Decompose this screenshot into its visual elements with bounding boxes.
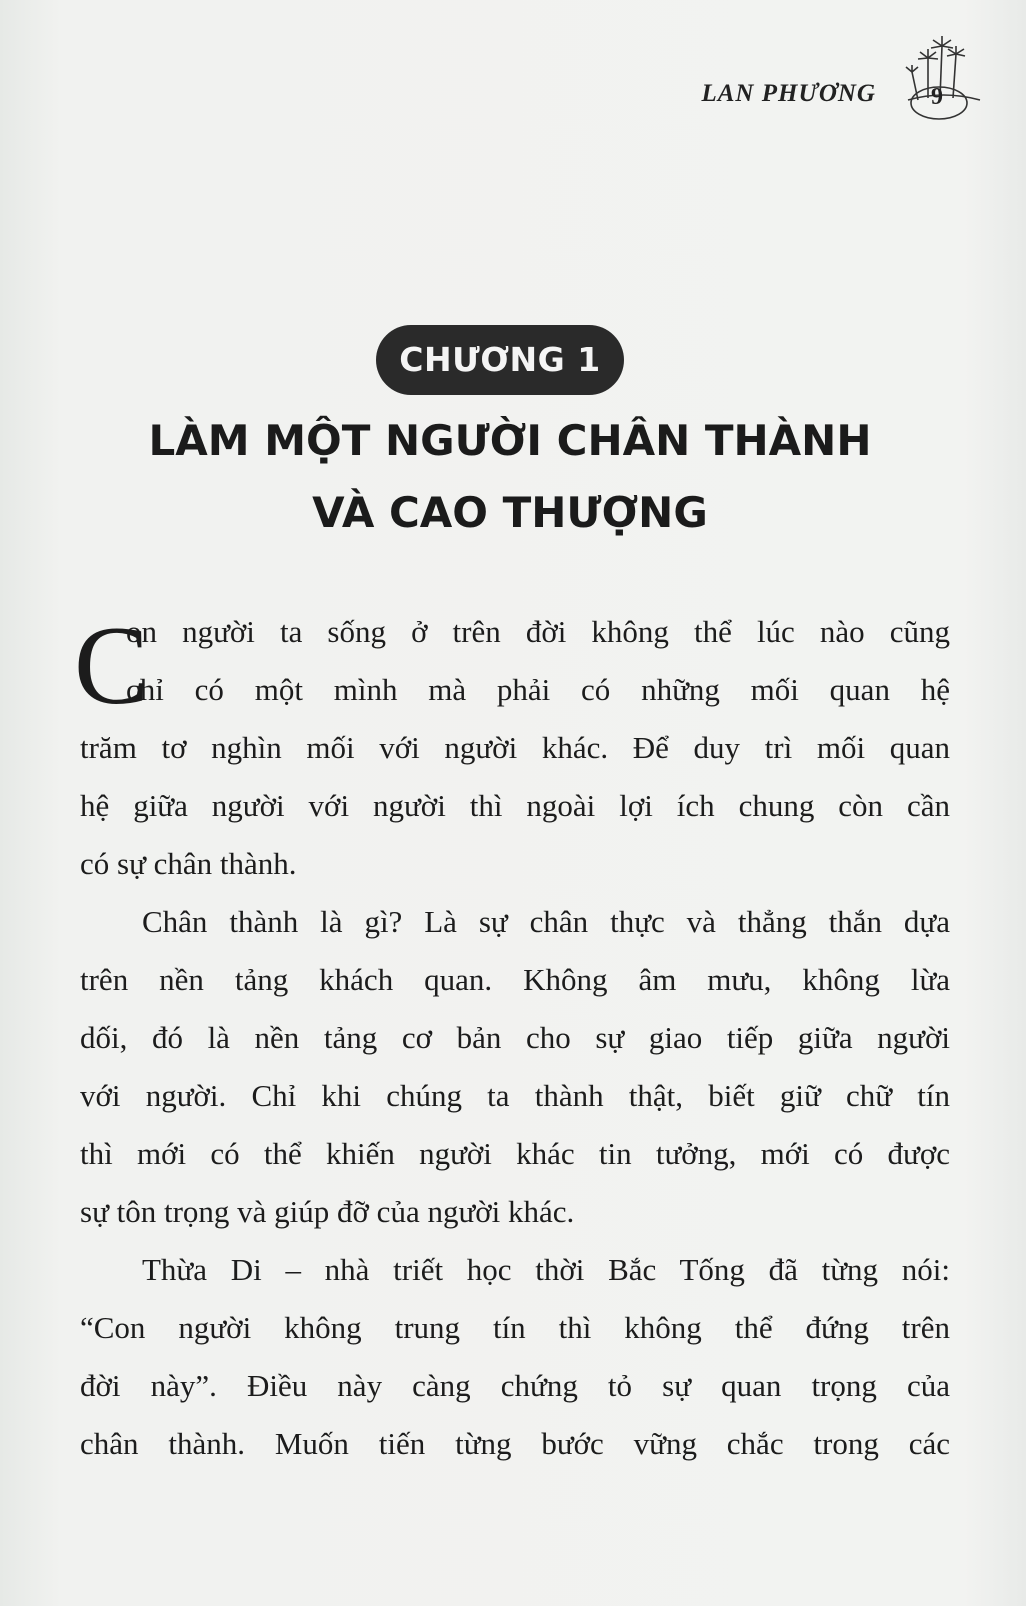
paragraph-line: sự tôn trọng và giúp đỡ của người khác. bbox=[80, 1194, 575, 1229]
paragraph-2 bbox=[80, 893, 950, 1241]
paragraph-line: dối, đó là nền tảng cơ bản cho sự giao tiếp giữa người bbox=[80, 1020, 950, 1055]
flower-ornament-icon bbox=[898, 28, 988, 128]
paragraph-line: đời này”. Điều này càng chứng tỏ sự quan trọng của bbox=[80, 1368, 950, 1403]
chapter-title-line-1: LÀM MỘT NGƯỜI CHÂN THÀNH bbox=[148, 416, 872, 465]
paragraph-line: với người. Chỉ khi chúng ta thành thật, biết giữ chữ tín bbox=[80, 1078, 950, 1113]
paragraph-3 bbox=[80, 1241, 950, 1473]
chapter-label: CHƯƠNG 1 bbox=[376, 325, 624, 395]
drop-cap: C bbox=[74, 604, 149, 728]
paragraph-line: “Con người không trung tín thì không thể đứng trên bbox=[80, 1310, 950, 1345]
paragraph-line: hệ giữa người với người thì ngoài lợi ích chung còn cần bbox=[80, 788, 950, 823]
paragraph-line: trăm tơ nghìn mối với người khác. Để duy trì mối quan bbox=[80, 730, 950, 765]
paragraph-line: chân thành. Muốn tiến từng bước vững chắc trong các bbox=[80, 1426, 950, 1461]
paragraph-line: Thừa Di – nhà triết học thời Bắc Tống đã từng nói: bbox=[142, 1252, 950, 1287]
bleed-through-texture bbox=[75, 160, 955, 450]
running-header-title: LAN PHƯƠNG bbox=[701, 80, 876, 107]
paragraph-line: Chân thành là gì? Là sự chân thực và thẳng thắn dựa bbox=[142, 904, 950, 939]
page-number: 9 bbox=[931, 84, 943, 110]
chapter-title-line-2: VÀ CAO THƯỢNG bbox=[312, 488, 708, 537]
paragraph-line: thì mới có thể khiến người khác tin tưởng, mới có được bbox=[80, 1136, 950, 1171]
paragraph-1 bbox=[80, 603, 950, 893]
paragraph-line: trên nền tảng khách quan. Không âm mưu, không lừa bbox=[80, 962, 950, 997]
paragraph-line: on người ta sống ở trên đời không thể lúc nào cũng bbox=[126, 614, 950, 649]
paragraph-line: chỉ có một mình mà phải có những mối quan hệ bbox=[126, 672, 950, 707]
paragraph-line: có sự chân thành. bbox=[80, 846, 297, 881]
